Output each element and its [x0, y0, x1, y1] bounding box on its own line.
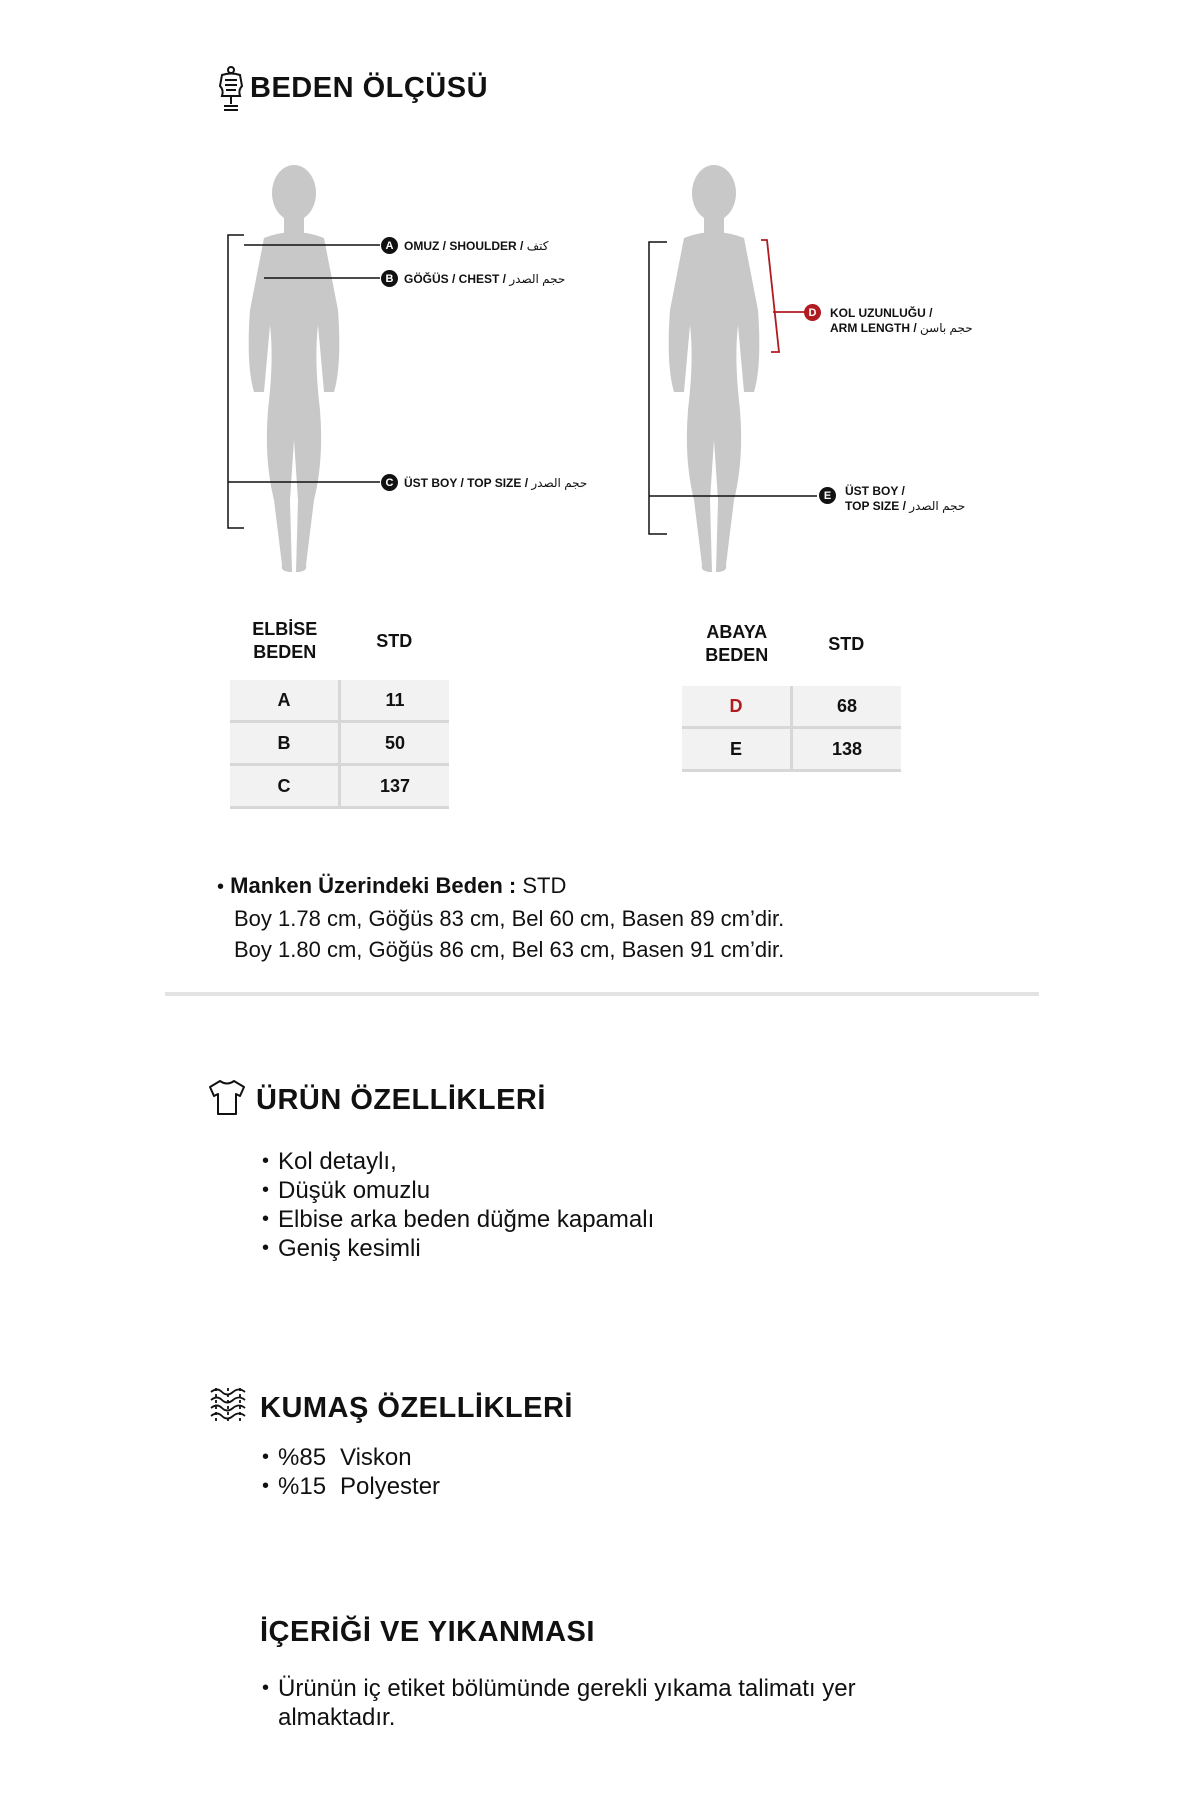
badge-e: E — [819, 487, 836, 504]
list-item: • %85 Viskon — [262, 1443, 440, 1472]
label-shoulder: OMUZ / SHOULDER / كتف — [404, 239, 549, 253]
table-row: E 138 — [682, 728, 901, 771]
size-section-title: BEDEN ÖLÇÜSÜ — [250, 72, 489, 104]
elbise-size-table — [230, 602, 449, 809]
tshirt-icon — [208, 1078, 246, 1116]
elbise-header-std: STD — [376, 630, 413, 651]
table-row: A 11 — [230, 680, 449, 722]
label-arm-length: KOL UZUNLUĞU / ARM LENGTH / حجم باسن — [830, 306, 973, 335]
list-item: • %15 Polyester — [262, 1472, 440, 1501]
list-item: • Kol detaylı, — [262, 1147, 654, 1176]
model-measurements-1: Boy 1.78 cm, Göğüs 83 cm, Bel 60 cm, Basen 89 cm’dir. — [234, 906, 785, 931]
elbise-header-beden: ELBİSE BEDEN — [252, 619, 318, 662]
fabric-pattern-icon — [209, 1386, 247, 1424]
badge-d: D — [804, 304, 821, 321]
model-info: • Manken Üzerindeki Beden : STD Boy 1.78 cm, Göğüs 83 cm, Bel 60 cm, Basen 89 cm’dir. Boy 1.80 cm, Göğüs 86 cm, Bel 63 cm, Basen 91 cm’dir. — [217, 870, 784, 965]
list-item: • Geniş kesimli — [262, 1234, 654, 1263]
product-section-title: ÜRÜN ÖZELLİKLERİ — [256, 1084, 546, 1116]
product-features-list — [262, 1147, 654, 1263]
label-top-size: ÜST BOY / TOP SIZE / حجم الصدر — [404, 476, 588, 490]
badge-b: B — [381, 270, 398, 287]
table-row: B 50 — [230, 722, 449, 765]
mannequin-icon — [216, 66, 246, 112]
fabric-list — [262, 1443, 440, 1501]
fabric-section-title: KUMAŞ ÖZELLİKLERİ — [260, 1392, 573, 1424]
table-row: D 68 — [682, 686, 901, 728]
badge-a: A — [381, 237, 398, 254]
section-divider — [165, 992, 1039, 996]
dress-measure-lines — [224, 230, 384, 535]
abaya-measure-lines — [645, 238, 825, 538]
model-measurements-2: Boy 1.80 cm, Göğüs 86 cm, Bel 63 cm, Basen 91 cm’dir. — [234, 937, 785, 962]
abaya-header-std: STD — [828, 633, 865, 654]
care-list — [262, 1674, 952, 1732]
model-size-value: STD — [522, 873, 567, 898]
abaya-size-table — [682, 602, 901, 772]
label-top-size-abaya: ÜST BOY / TOP SIZE / حجم الصدر — [845, 484, 966, 513]
list-item: • Elbise arka beden düğme kapamalı — [262, 1205, 654, 1234]
table-row: C 137 — [230, 765, 449, 808]
list-item: • Düşük omuzlu — [262, 1176, 654, 1205]
badge-c: C — [381, 474, 398, 491]
label-chest: GÖĞÜS / CHEST / حجم الصدر — [404, 272, 566, 286]
care-section-title: İÇERİĞİ VE YIKANMASI — [260, 1616, 595, 1648]
list-item: • Ürünün iç etiket bölümünde gerekli yıkama talimatı yer almaktadır. — [262, 1674, 952, 1732]
model-size-label: Manken Üzerindeki Beden : — [230, 873, 517, 898]
abaya-header-beden: ABAYA BEDEN — [705, 622, 769, 665]
